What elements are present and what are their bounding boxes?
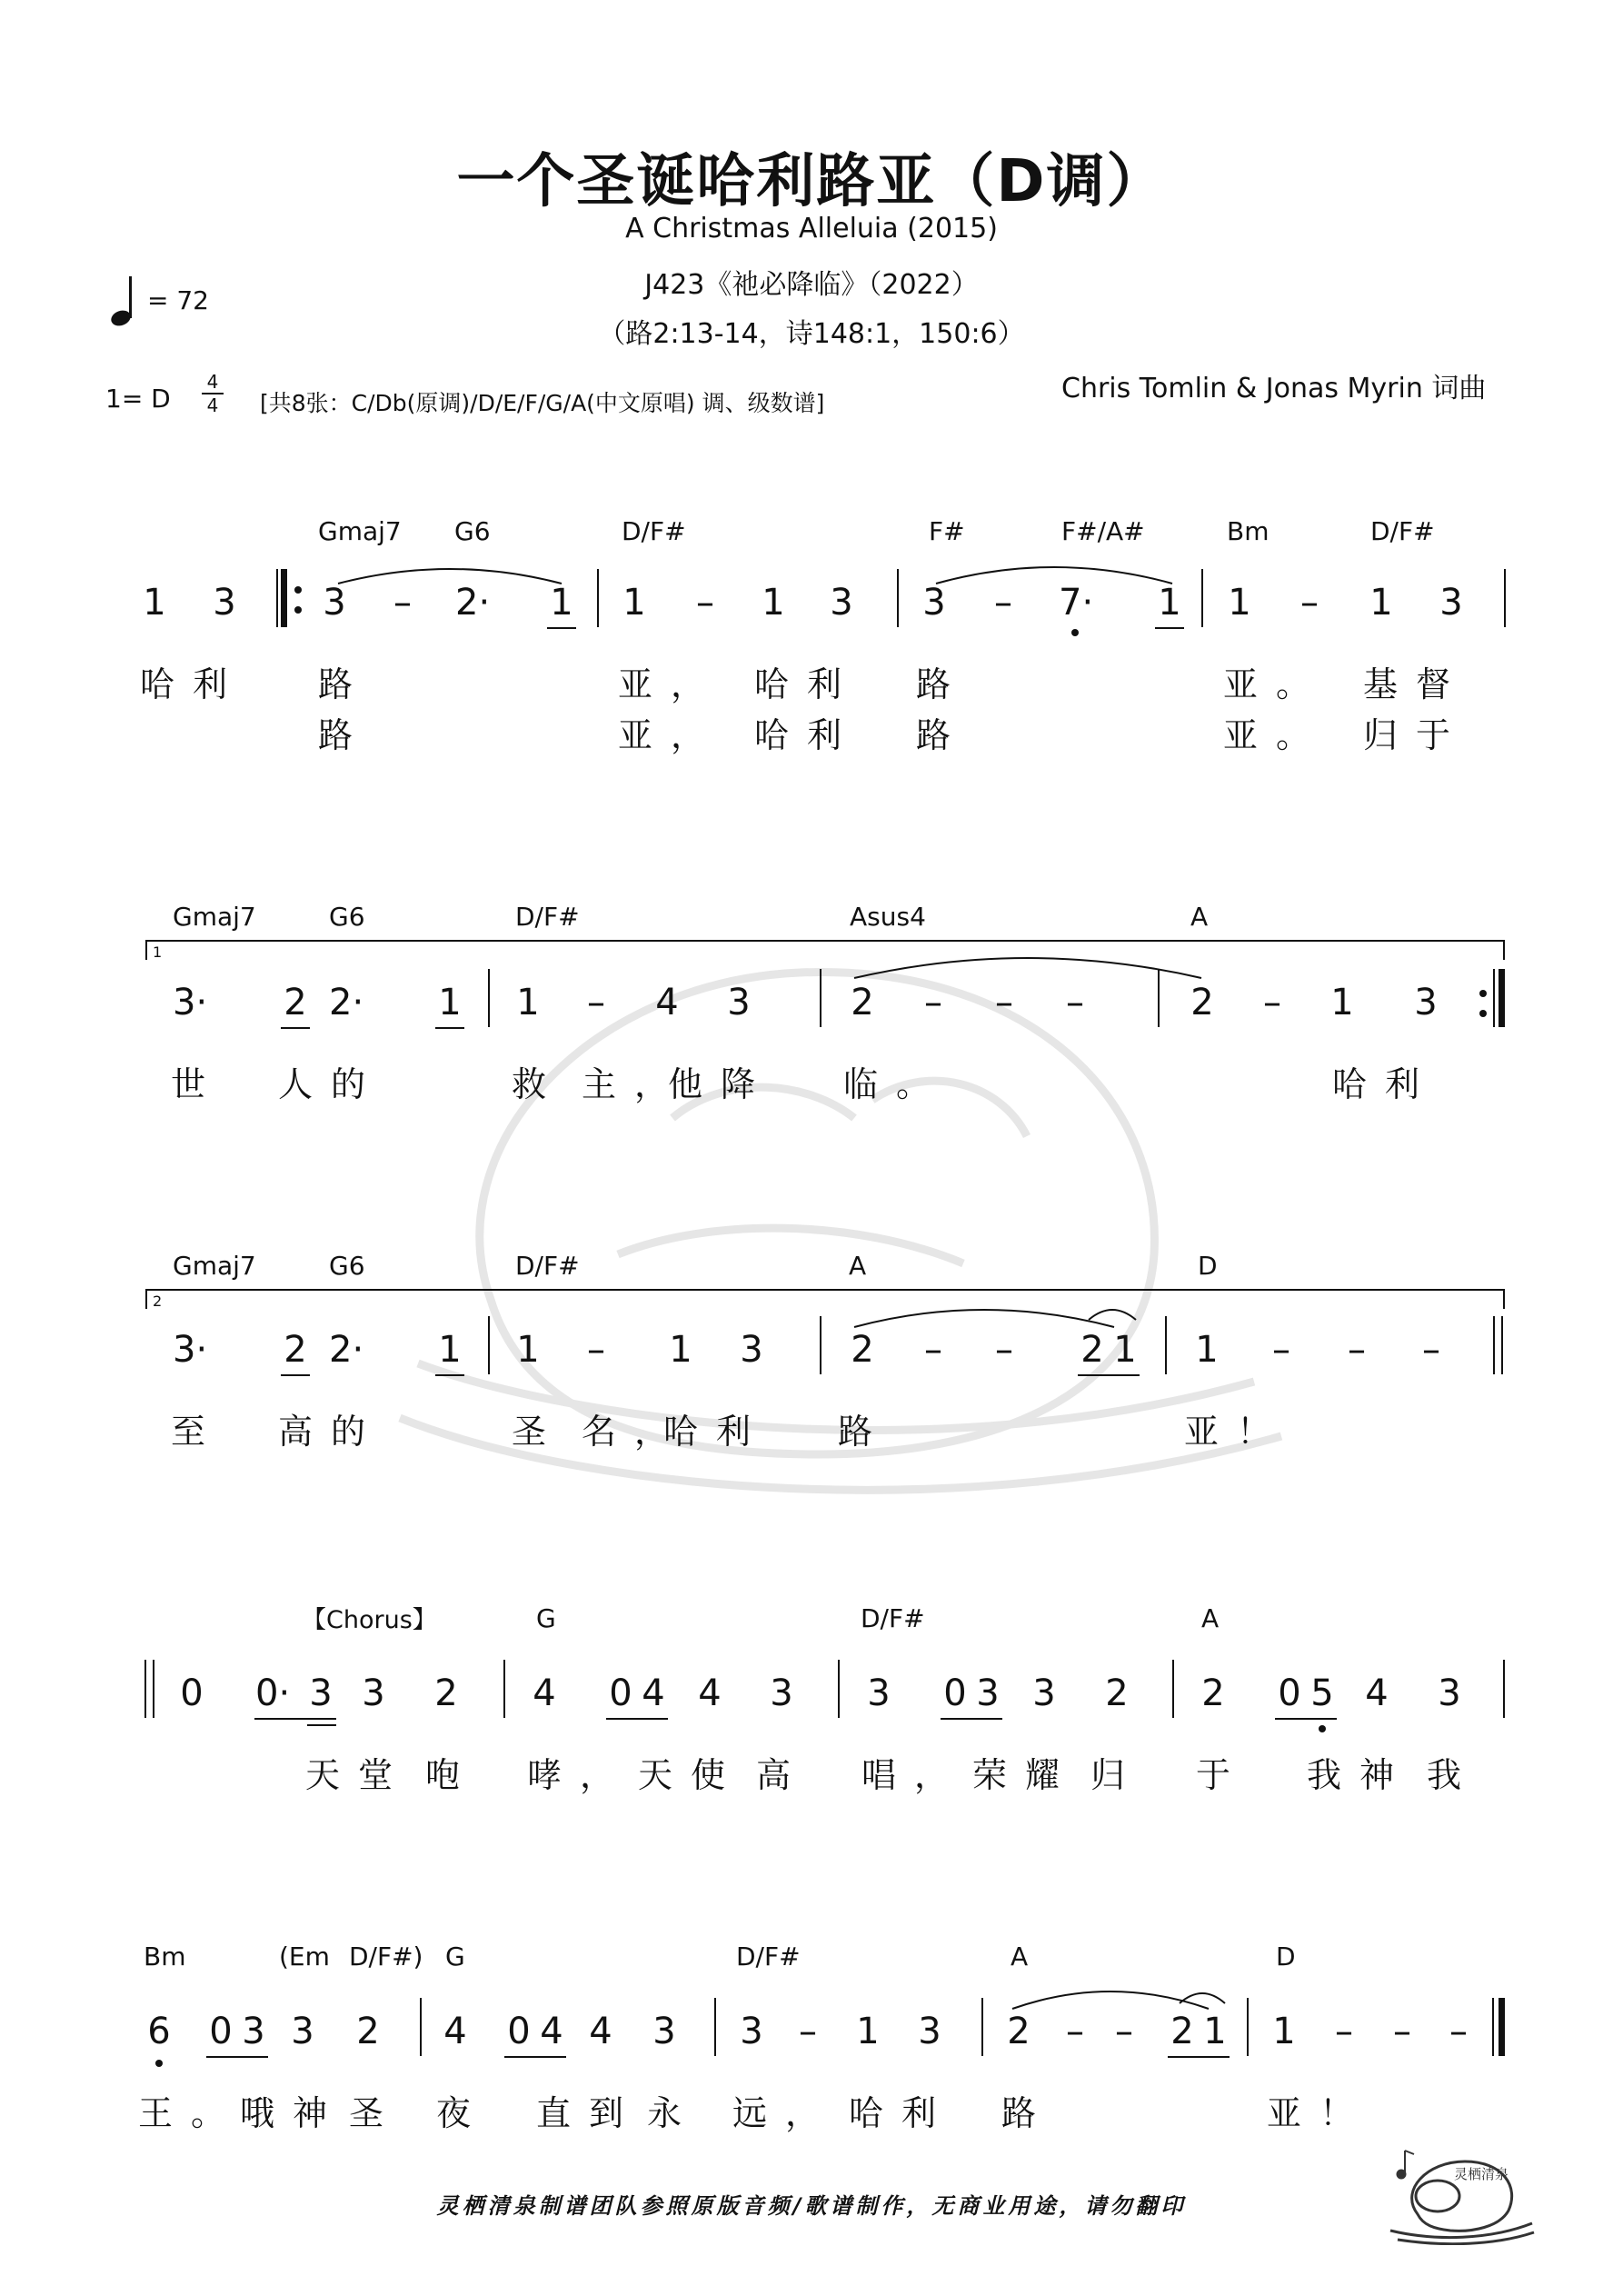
note: 4: [698, 1672, 722, 1714]
chord-label: D: [1276, 1942, 1296, 1972]
note: 1: [516, 982, 540, 1023]
note: 4: [443, 2011, 467, 2052]
volta-number: 2: [153, 1293, 163, 1310]
chord-label: D/F#: [622, 516, 686, 546]
lyric-syllable: 高: [756, 1755, 810, 1795]
lyric-syllable: 路: [1001, 2093, 1055, 2133]
volta-tick: [145, 940, 147, 960]
note: 3: [1414, 982, 1438, 1023]
volta-tick: [1503, 940, 1505, 960]
lyric-syllable: 永: [647, 2093, 701, 2133]
dash: –: [1300, 582, 1319, 624]
lyric-syllable: 我: [1427, 1755, 1480, 1795]
lyric-syllable: 世: [171, 1064, 224, 1104]
note: 2: [356, 2011, 380, 2052]
note: 3: [976, 1672, 1000, 1714]
note: 3: [740, 2011, 763, 2052]
chord-label: F#: [929, 516, 965, 546]
note: 1: [143, 582, 166, 624]
lyric-syllable: 哈利: [849, 2093, 955, 2133]
note: 3·: [173, 1329, 208, 1371]
barline: [1501, 1316, 1503, 1374]
dash: –: [924, 982, 942, 1023]
chord-label: D/F#: [515, 1251, 580, 1281]
chord-label: Gmaj7: [173, 902, 256, 932]
barline: [488, 969, 490, 1027]
note: 2: [284, 982, 307, 1023]
tie-slur: [852, 945, 1203, 982]
barline: [597, 569, 599, 627]
lyric-syllable: 哈利: [754, 715, 861, 755]
note: 2: [434, 1672, 458, 1714]
lyric-syllable: 路: [916, 664, 970, 704]
note: 1: [622, 582, 646, 624]
barline: [503, 1660, 505, 1718]
chord-label: D/F#: [515, 902, 580, 932]
note: 3·: [173, 982, 208, 1023]
lyric-syllable: 王。: [138, 2093, 244, 2133]
chord-label: A: [1011, 1942, 1029, 1972]
page-title: 一个圣诞哈利路亚（D调）: [456, 148, 1167, 215]
note: 3: [323, 582, 346, 624]
barline: [1492, 1998, 1494, 2056]
lyric-syllable: 唱，: [861, 1755, 968, 1795]
tie-slur: [1087, 1303, 1138, 1322]
note: 1: [1272, 2011, 1296, 2052]
lyric-syllable: 临。: [843, 1064, 950, 1104]
chord-label: Gmaj7: [173, 1251, 256, 1281]
note: 4: [589, 2011, 612, 2052]
lyric-syllable: 路: [916, 715, 970, 755]
dash: –: [924, 1329, 942, 1371]
lyric-syllable: 归于: [1363, 715, 1469, 755]
final-barline: [1499, 1998, 1505, 2056]
note: 1: [669, 1329, 692, 1371]
lyric-syllable: 哮，: [527, 1755, 633, 1795]
underline: [254, 1718, 336, 1720]
time-signature: [202, 373, 224, 414]
barline: [144, 1660, 146, 1718]
note: 3: [727, 982, 751, 1023]
note: 1: [438, 1329, 462, 1371]
lyric-syllable: 路: [318, 715, 372, 755]
dash: –: [1272, 1329, 1290, 1371]
note: 2: [1190, 982, 1214, 1023]
lyric-syllable: 基督: [1363, 664, 1469, 704]
lyric-syllable: 归: [1090, 1755, 1144, 1795]
note: 2: [1105, 1672, 1129, 1714]
note: 4: [533, 1672, 556, 1714]
octave-dot: [155, 2060, 163, 2067]
note: 1: [1203, 2011, 1227, 2052]
note: 0: [209, 2011, 233, 2052]
barline: [820, 1316, 821, 1374]
chord-label: A: [849, 1251, 867, 1281]
note: 3: [918, 2011, 941, 2052]
tie-slur: [934, 556, 1174, 587]
dash: –: [1335, 2011, 1353, 2052]
lyric-syllable: 哈利: [140, 664, 246, 704]
note: 3: [1032, 1672, 1056, 1714]
lyric-syllable: 圣: [512, 1412, 565, 1452]
barline: [820, 969, 821, 1027]
note: 3: [740, 1329, 763, 1371]
note: 3: [242, 2011, 265, 2052]
dash: –: [1263, 982, 1281, 1023]
footer-notice: 灵栖清泉制谱团队参照原版音频/歌谱制作，无商业用途，请勿翻印: [436, 2193, 1187, 2219]
time-signature-bottom: 4: [206, 394, 219, 416]
lyric-syllable: 他降: [668, 1064, 774, 1104]
barline: [981, 1998, 983, 2056]
barline: [153, 1660, 154, 1718]
note: 2: [284, 1329, 307, 1371]
note: 1: [516, 1329, 540, 1371]
note: 3: [1438, 1672, 1461, 1714]
note: 1: [1228, 582, 1251, 624]
lyric-syllable: 哈利: [754, 664, 861, 704]
lyric-syllable: 我神: [1307, 1755, 1413, 1795]
chord-label: D/F#): [349, 1942, 423, 1972]
dash: –: [1422, 1329, 1440, 1371]
key-signature: 1= D: [105, 384, 171, 414]
underline: [281, 1374, 310, 1376]
lyric-syllable: 天使: [638, 1755, 744, 1795]
dash: –: [994, 582, 1012, 624]
note: 2: [1007, 2011, 1031, 2052]
dash: –: [1393, 2011, 1411, 2052]
lyric-syllable: 哈利: [1332, 1064, 1439, 1104]
tie-slur: [852, 1298, 1116, 1331]
barline: [488, 1316, 490, 1374]
barline: [838, 1660, 840, 1718]
lyric-syllable: 主，: [582, 1064, 688, 1104]
dash: –: [1348, 1329, 1366, 1371]
barline: [1172, 1660, 1174, 1718]
repeat-start-barline: [281, 569, 287, 627]
repeat-dot: [294, 606, 302, 614]
barline: [1165, 1316, 1167, 1374]
lyric-syllable: 哈利: [663, 1412, 770, 1452]
underline: [1155, 627, 1184, 629]
volta-bracket: [145, 940, 1505, 942]
lyric-syllable: 咆: [425, 1755, 479, 1795]
note: 1: [762, 582, 785, 624]
chord-label: D/F#: [1370, 516, 1435, 546]
barline: [1158, 969, 1160, 1027]
note: 3: [867, 1672, 891, 1714]
volta-number: 1: [153, 943, 163, 961]
dash: –: [1066, 2011, 1084, 2052]
barline: [276, 569, 278, 627]
album-info: J423《祂必降临》（2022）: [644, 269, 979, 301]
lyric-syllable: 荣耀: [972, 1755, 1079, 1795]
underline: [1078, 1374, 1140, 1376]
tie-slur: [336, 560, 563, 587]
tempo-value: = 72: [147, 285, 209, 315]
chord-label: F#/A#: [1061, 516, 1145, 546]
barline: [1201, 569, 1203, 627]
dash: –: [995, 1329, 1013, 1371]
note: 0: [507, 2011, 531, 2052]
note: 1: [1158, 582, 1181, 624]
underline: [206, 2056, 268, 2058]
chord-label: D: [1198, 1251, 1218, 1281]
note: 2·: [329, 982, 364, 1023]
note: 1: [550, 582, 573, 624]
underline: [307, 1724, 336, 1726]
note: 6: [147, 2011, 171, 2052]
barline: [1247, 1998, 1249, 2056]
note: 1: [1369, 582, 1393, 624]
scripture-reference: （路2:13-14，诗148:1，150:6）: [598, 318, 1025, 350]
dash: –: [799, 2011, 817, 2052]
note: 3: [213, 582, 236, 624]
dash: –: [587, 982, 605, 1023]
sheep-logo-icon: [1381, 2136, 1536, 2249]
lyric-syllable: 亚，: [618, 715, 724, 755]
note: 1: [1113, 1329, 1137, 1371]
barline: [1493, 1316, 1495, 1374]
chord-label: G: [536, 1603, 556, 1633]
barline: [1503, 1660, 1505, 1718]
repeat-dot: [1479, 1010, 1487, 1017]
versions-note: [共8张：C/Db(原调)/D/E/F/G/A(中文原唱) 调、级数谱]: [260, 390, 825, 416]
repeat-dot: [1479, 990, 1487, 997]
note: 3: [652, 2011, 676, 2052]
lyric-syllable: 圣: [349, 2093, 403, 2133]
lyric-syllable: 亚！: [1267, 2093, 1373, 2133]
chord-label: G: [445, 1942, 465, 1972]
lyric-syllable: 于: [1196, 1755, 1250, 1795]
lyric-syllable: 亚。: [1223, 715, 1329, 755]
note: 3: [291, 2011, 314, 2052]
underline: [941, 1718, 1002, 1720]
dash: –: [1066, 982, 1084, 1023]
note: 0: [1278, 1672, 1301, 1714]
octave-dot: [1319, 1725, 1326, 1732]
note: 7·: [1059, 582, 1094, 624]
lyric-syllable: 名，: [582, 1412, 688, 1452]
note: 4: [1365, 1672, 1389, 1714]
note: 4: [655, 982, 679, 1023]
composer-credit: Chris Tomlin & Jonas Myrin 词曲: [1061, 373, 1487, 404]
barline: [714, 1998, 716, 2056]
lyric-syllable: 远，: [732, 2093, 839, 2133]
note: 1: [1330, 982, 1354, 1023]
underline: [435, 1027, 464, 1029]
note: 1: [1195, 1329, 1219, 1371]
underline: [1275, 1718, 1337, 1720]
tie-slur: [1178, 1987, 1227, 2005]
repeat-end-barline: [1499, 969, 1505, 1027]
note: 5: [1310, 1672, 1334, 1714]
chord-label: Bm: [144, 1942, 186, 1972]
note: 2: [1201, 1672, 1225, 1714]
section-label: 【Chorus】: [302, 1606, 437, 1634]
volta-bracket: [145, 1289, 1505, 1291]
barline: [420, 1998, 422, 2056]
dash: –: [1449, 2011, 1468, 2052]
underline: [606, 1718, 668, 1720]
lyric-syllable: 人的: [278, 1064, 384, 1104]
dash: –: [1115, 2011, 1133, 2052]
note: 3: [830, 582, 853, 624]
note: 3: [922, 582, 946, 624]
note: 4: [540, 2011, 563, 2052]
octave-dot: [1071, 629, 1079, 636]
note: 0: [180, 1672, 204, 1714]
logo-text: 灵栖清泉: [1454, 2166, 1509, 2182]
note: 2: [851, 1329, 874, 1371]
subtitle-english: A Christmas Alleluia (2015): [625, 213, 998, 245]
time-signature-top: 4: [206, 371, 219, 393]
lyric-syllable: 哦神: [240, 2093, 346, 2133]
note: 3: [362, 1672, 385, 1714]
quarter-note-icon: [109, 273, 142, 331]
note: 4: [642, 1672, 665, 1714]
chord-label: A: [1201, 1603, 1220, 1633]
dash: –: [587, 1329, 605, 1371]
chord-label: G6: [329, 1251, 365, 1281]
barline: [1504, 569, 1506, 627]
note: 2: [1170, 2011, 1194, 2052]
underline: [435, 1374, 464, 1376]
underline: [547, 627, 576, 629]
volta-tick: [1503, 1289, 1505, 1309]
chord-label: G6: [329, 902, 365, 932]
note: 3: [770, 1672, 793, 1714]
chord-label: D/F#: [736, 1942, 801, 1972]
chord-label: A: [1190, 902, 1209, 932]
note: 2·: [329, 1329, 364, 1371]
repeat-dot: [294, 586, 302, 594]
chord-label: Asus4: [850, 902, 926, 932]
chord-label: G6: [454, 516, 491, 546]
note: 2·: [455, 582, 491, 624]
lyric-syllable: 高的: [278, 1412, 384, 1452]
volta-tick: [145, 1289, 147, 1309]
note: 0: [609, 1672, 632, 1714]
lyric-syllable: 至: [171, 1412, 224, 1452]
chord-label: Gmaj7: [318, 516, 402, 546]
barline: [897, 569, 899, 627]
lyric-syllable: 亚，: [618, 664, 724, 704]
chord-label: D/F#: [861, 1603, 925, 1633]
note: 3: [309, 1672, 333, 1714]
lyric-syllable: 亚。: [1223, 664, 1329, 704]
lyric-syllable: 路: [318, 664, 372, 704]
lyric-syllable: 救: [512, 1064, 565, 1104]
underline: [504, 2056, 566, 2058]
note: 3: [1439, 582, 1463, 624]
note: 2: [851, 982, 874, 1023]
barline: [1493, 969, 1495, 1027]
underline: [281, 1027, 310, 1029]
lyric-syllable: 亚！: [1184, 1412, 1290, 1452]
note: 1: [856, 2011, 880, 2052]
dash: –: [995, 982, 1013, 1023]
lyric-syllable: 直到: [536, 2093, 642, 2133]
note: 2: [1080, 1329, 1104, 1371]
dash: –: [393, 582, 412, 624]
dash: –: [696, 582, 714, 624]
underline: [1168, 2056, 1230, 2058]
lyric-syllable: 天堂: [305, 1755, 412, 1795]
chord-label: (Em: [279, 1942, 330, 1972]
lyric-syllable: 路: [838, 1412, 891, 1452]
lyric-syllable: 夜: [436, 2093, 490, 2133]
note: 1: [438, 982, 462, 1023]
chord-label: Bm: [1227, 516, 1270, 546]
note: 0·: [255, 1672, 291, 1714]
note: 0: [943, 1672, 967, 1714]
